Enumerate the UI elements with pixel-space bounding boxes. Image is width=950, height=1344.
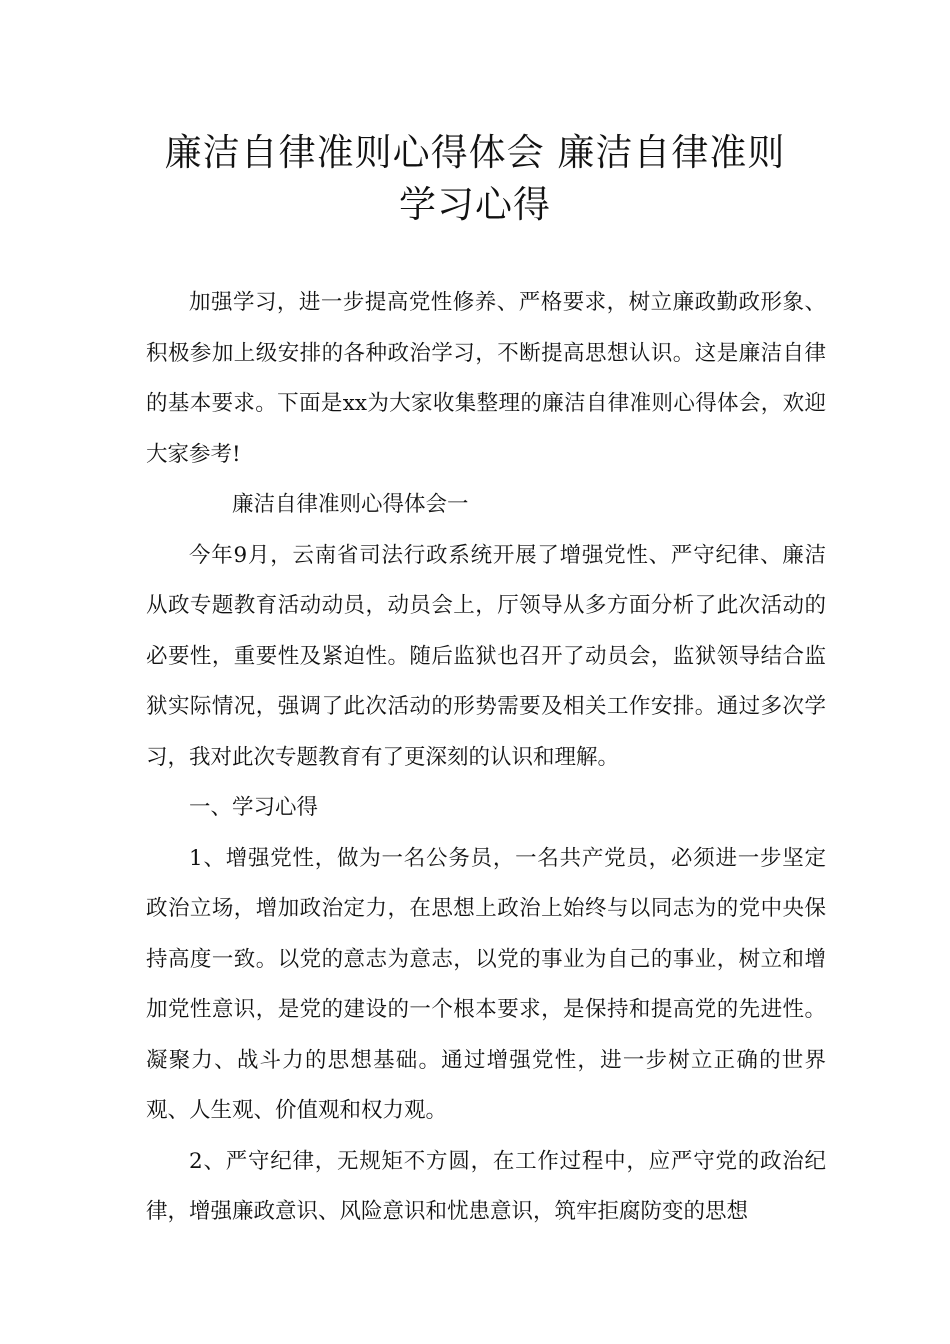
body-paragraph: 今年9月，云南省司法行政系统开展了增强党性、严守纪律、廉洁从政专题教育活动动员，动员会上，厅领导从多方面分析了此次活动的必要性，重要性及紧迫性。随后监狱也召开了动员会，监狱领导结合监狱实际情况，强调了此次活动的形势需要及相关工作安排。通过多次学习，我对此次专题教育有了更深刻的认识和理解。 [146,542,826,770]
document-title-line-2: 学习心得 [399,183,551,226]
intro-paragraph: 加强学习，进一步提高党性修养、严格要求，树立廉政勤政形象、积极参加上级安排的各种政治学习，不断提高思想认识。这是廉洁自律的基本要求。下面是xx为大家收集整理的廉洁自律准则心得体会，欢迎大家参考! [146,290,826,467]
body-paragraph: 2、严守纪律，无规矩不方圆，在工作过程中，应严守党的政治纪律，增强廉政意识、风险意识和忧患意识，筑牢拒腐防变的思想 [146,1148,826,1224]
section-heading: 廉洁自律准则心得体会一 [232,492,469,517]
subsection-heading: 一、学习心得 [189,795,319,820]
body-paragraph: 1、增强党性，做为一名公务员，一名共产党员，必须进一步坚定政治立场，增加政治定力，在思想上政治上始终与以同志为的党中央保持高度一致。以党的意志为意志，以党的事业为自己的事业，树立和增加党性意识，是党的建设的一个根本要求，是保持和提高党的先进性。凝聚力、战斗力的思想基础。通过增强党性，进一步树立正确的世界观、人生观、价值观和权力观。 [146,845,826,1123]
document-body [146,278,826,1238]
document-title-line-1: 廉洁自律准则心得体会 廉洁自律准则 [164,131,786,174]
